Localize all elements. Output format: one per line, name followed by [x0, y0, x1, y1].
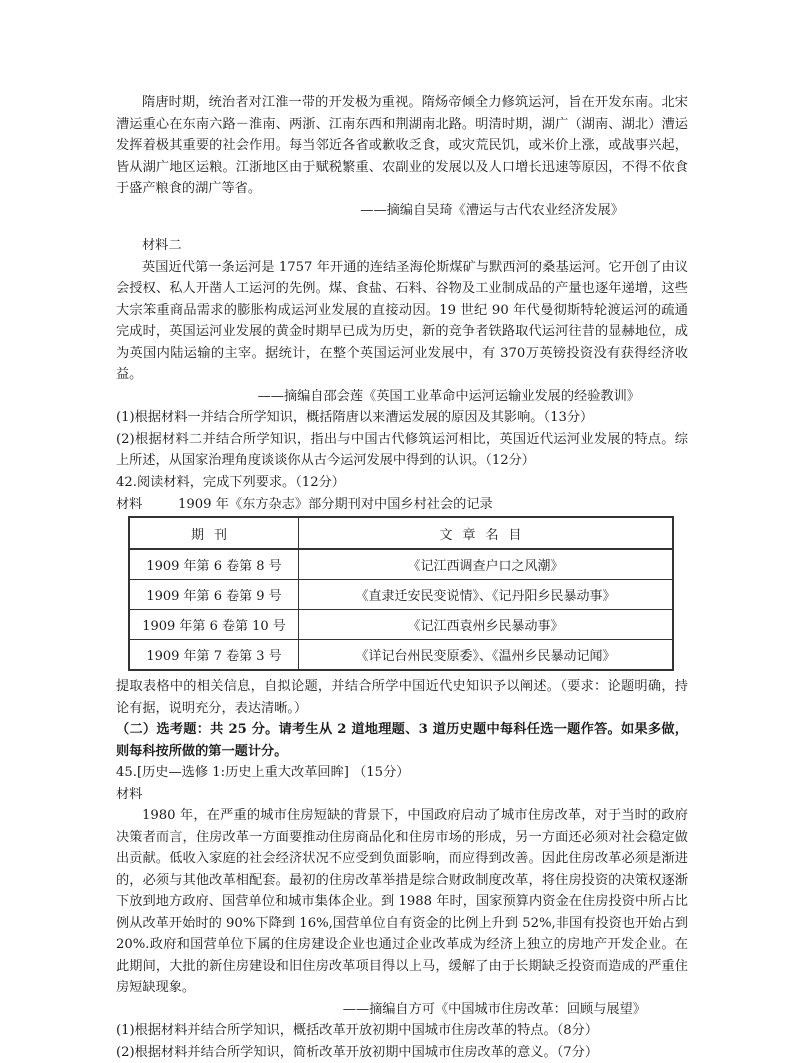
material1-paragraph: 隋唐时期，统治者对江淮一带的开发极为重视。隋炀帝倾全力修筑运河，旨在开发东南。北宋漕运重心在东南六路－淮南、两浙、江南东西和荆湖南北路。明清时期，湖广（湖南、湖北）漕运发挥着极其重要的社会作用。每当邻近各省或歉收乏食，或灾荒民饥，或米价上涨，或战事兴起，皆从湖广地区运粮。江浙地区由于赋税繁重、农副业的发展以及人口增长迅速等原因，不得不依食于盛产粮食的湖广等省。 [116, 92, 688, 200]
material-label: 材料 [116, 493, 178, 512]
question-45-2: (2)根据材料并结合所学知识，简析改革开放初期中国城市住房改革的意义。（7分） [116, 1042, 688, 1063]
elective-heading: （二）选考题：共 25 分。请考生从 2 道地理题、3 道历史题中每科任选一题作答。如果多做，则每科按所做的第一题计分。 [116, 719, 688, 762]
exam-page [116, 92, 688, 1063]
articles-cell: 《记江西调查户口之风潮》 [299, 549, 674, 580]
table-row [129, 549, 673, 580]
question-45-title: 45.[历史—选修 1:历史上重大改革回眸] （15分） [116, 762, 688, 784]
question-45-1: (1)根据材料并结合所学知识，概括改革开放初期中国城市住房改革的特点。（8分） [116, 1020, 688, 1042]
question-45-material-label: 材料 [116, 784, 688, 806]
table-caption: 1909 年《东方杂志》部分期刊对中国乡村社会的记录 [178, 493, 493, 512]
issue-cell: 1909 年第 6 卷第 9 号 [129, 580, 299, 610]
issue-cell: 1909 年第 6 卷第 8 号 [129, 549, 299, 580]
table-caption-row [116, 493, 688, 512]
issue-cell: 1909 年第 7 卷第 3 号 [129, 640, 299, 671]
question-45-source: ——摘编自方可《中国城市住房改革：回顾与展望》 [116, 999, 646, 1021]
question-45-paragraph: 1980 年，在严重的城市住房短缺的背景下，中国政府启动了城市住房改革，对于当时的政府决策者而言，住房改革一方面要推动住房商品化和住房市场的形成，另一方面还必须对社会稳定做出贡献。低收入家庭的社会经济状况不应受到负面影响，而应得到改善。因此住房改革必须是渐进的，必须与其他改革相配套。最初的住房改革举措是综合财政制度改革，将住房投资的决策权逐渐下放到地方政府、国营单位和城市集体企业。到 1988 年时，国家预算内资金在住房投资中所占比例从改革开始时的 90%下降到 16%,国营单位自有资金的比例上升到 52%,非国有投资也开始占到 20%.政府和国营单位下属的住房建设企业也通过企业改革成为经济上独立的房地产开发企业。在此期间，大批的新住房建设和旧住房改革项目得以上马，缓解了由于长期缺乏投资而造成的严重住房短缺现象。 [116, 805, 688, 999]
header-issue: 期刊 [129, 517, 299, 549]
question-42-heading: 42.阅读材料，完成下列要求。（12分） [116, 472, 688, 494]
table-row [129, 580, 673, 610]
material1-source: ——摘编自吴琦《漕运与古代农业经济发展》 [116, 200, 624, 222]
articles-cell: 《记江西袁州乡民暴动事》 [299, 610, 674, 640]
material2-paragraph: 英国近代第一条运河是 1757 年开通的连结圣海伦斯煤矿与默西河的桑基运河。它开创了由议会授权、私人开凿人工运河的先例。煤、食盐、石料、谷物及工业制成品的产量也逐年递增，这些大宗笨重商品需求的膨胀构成运河业发展的直接动因。19 世纪 90 年代曼彻斯特轮渡运河的疏通完成时，英国运河业发展的黄金时期早已成为历史，新的竞争者铁路取代运河往昔的显赫地位，成为英国内陆运输的主宰。据统计，在整个英国运河业发展中，有 370万英镑投资没有获得经济收益。 [116, 257, 688, 386]
table-header-row [129, 517, 673, 549]
table-row [129, 610, 673, 640]
issue-cell: 1909 年第 6 卷第 10 号 [129, 610, 299, 640]
question-41-1: (1)根据材料一并结合所学知识，概括隋唐以来漕运发展的原因及其影响。（13分） [116, 407, 688, 429]
question-42-task: 提取表格中的相关信息，自拟论题，并结合所学中国近代史知识予以阐述。（要求：论题明确，持论有据，说明充分，表达清晰。） [116, 676, 688, 719]
articles-cell: 《直隶迁安民变说情》、《记丹阳乡民暴动事》 [299, 580, 674, 610]
question-41-2: (2)根据材料二并结合所学知识，指出与中国古代修筑运河相比，英国近代运河业发展的特点。综上所述，从国家治理角度谈谈你从古今运河发展中得到的认识。（12分） [116, 429, 688, 472]
header-articles: 文章名目 [299, 517, 674, 549]
material2-label: 材料二 [116, 235, 688, 257]
table-row [129, 640, 673, 671]
articles-cell: 《详记台州民变原委》、《温州乡民暴动记闻》 [299, 640, 674, 671]
material2-source: ——摘编自邵会莲《英国工业革命中运河运输业发展的经验教训》 [116, 386, 640, 408]
magazine-table [128, 516, 674, 671]
